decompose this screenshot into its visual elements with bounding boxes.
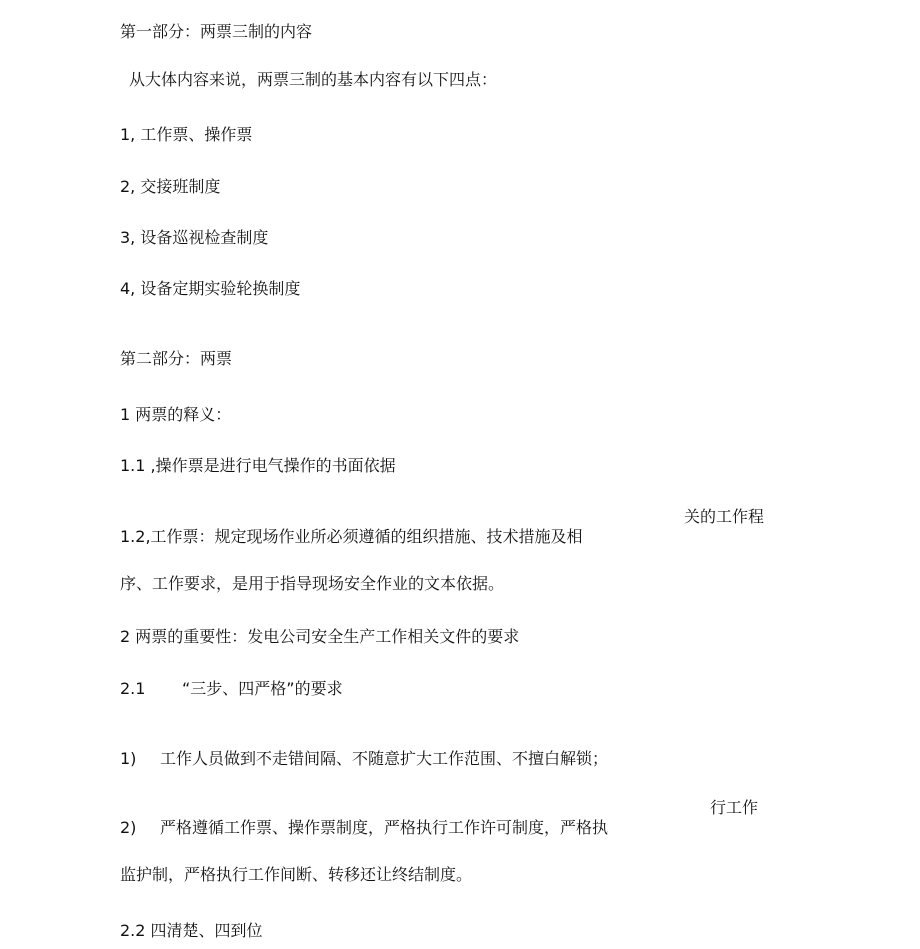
section-2-1-number: 2.1 bbox=[120, 679, 146, 698]
section-1-2-line1: 1.2,工作票：规定现场作业所必须遵循的组织措施、技术措施及相 bbox=[120, 527, 583, 546]
section-2-1-text: “三步、四严格”的要求 bbox=[182, 679, 343, 698]
item-2-number: 2) bbox=[120, 818, 137, 837]
section-1-2-overflow-text: 关的工作程 bbox=[684, 507, 765, 526]
section-2-2: 2.2 四清楚、四到位 bbox=[120, 921, 263, 940]
part1-heading: 第一部分：两票三制的内容 bbox=[120, 22, 313, 41]
section-1-2-line2: 序、工作要求，是用于指导现场安全作业的文本依据。 bbox=[120, 574, 505, 593]
item-1-number: 1) bbox=[120, 749, 137, 768]
item-2-line2: 监护制，严格执行工作间断、转移还让终结制度。 bbox=[120, 865, 473, 884]
list-item: 1, 工作票、操作票 bbox=[120, 125, 253, 144]
part1-intro: 从大体内容来说，两票三制的基本内容有以下四点： bbox=[129, 70, 498, 89]
section-2-title: 2 两票的重要性：发电公司安全生产工作相关文件的要求 bbox=[120, 627, 520, 646]
section-2-1 bbox=[120, 679, 343, 699]
part2-heading: 第二部分：两票 bbox=[120, 349, 233, 368]
list-item: 4, 设备定期实验轮换制度 bbox=[120, 279, 301, 298]
item-1-text: 工作人员做到不走错间隔、不随意扩大工作范围、不擅白解锁； bbox=[160, 749, 609, 768]
list-item: 3, 设备巡视检查制度 bbox=[120, 228, 269, 247]
numbered-item-1 bbox=[120, 749, 608, 769]
list-item: 2, 交接班制度 bbox=[120, 177, 221, 196]
item-2-overflow-text: 行工作 bbox=[710, 798, 759, 817]
item-2-line1: 严格遵循工作票、操作票制度，严格执行工作许可制度，严格执 bbox=[160, 818, 609, 837]
section-1-title: 1 两票的释义： bbox=[120, 405, 232, 424]
numbered-item-2 bbox=[120, 818, 608, 838]
section-1-1: 1.1 ,操作票是进行电气操作的书面依据 bbox=[120, 456, 396, 475]
